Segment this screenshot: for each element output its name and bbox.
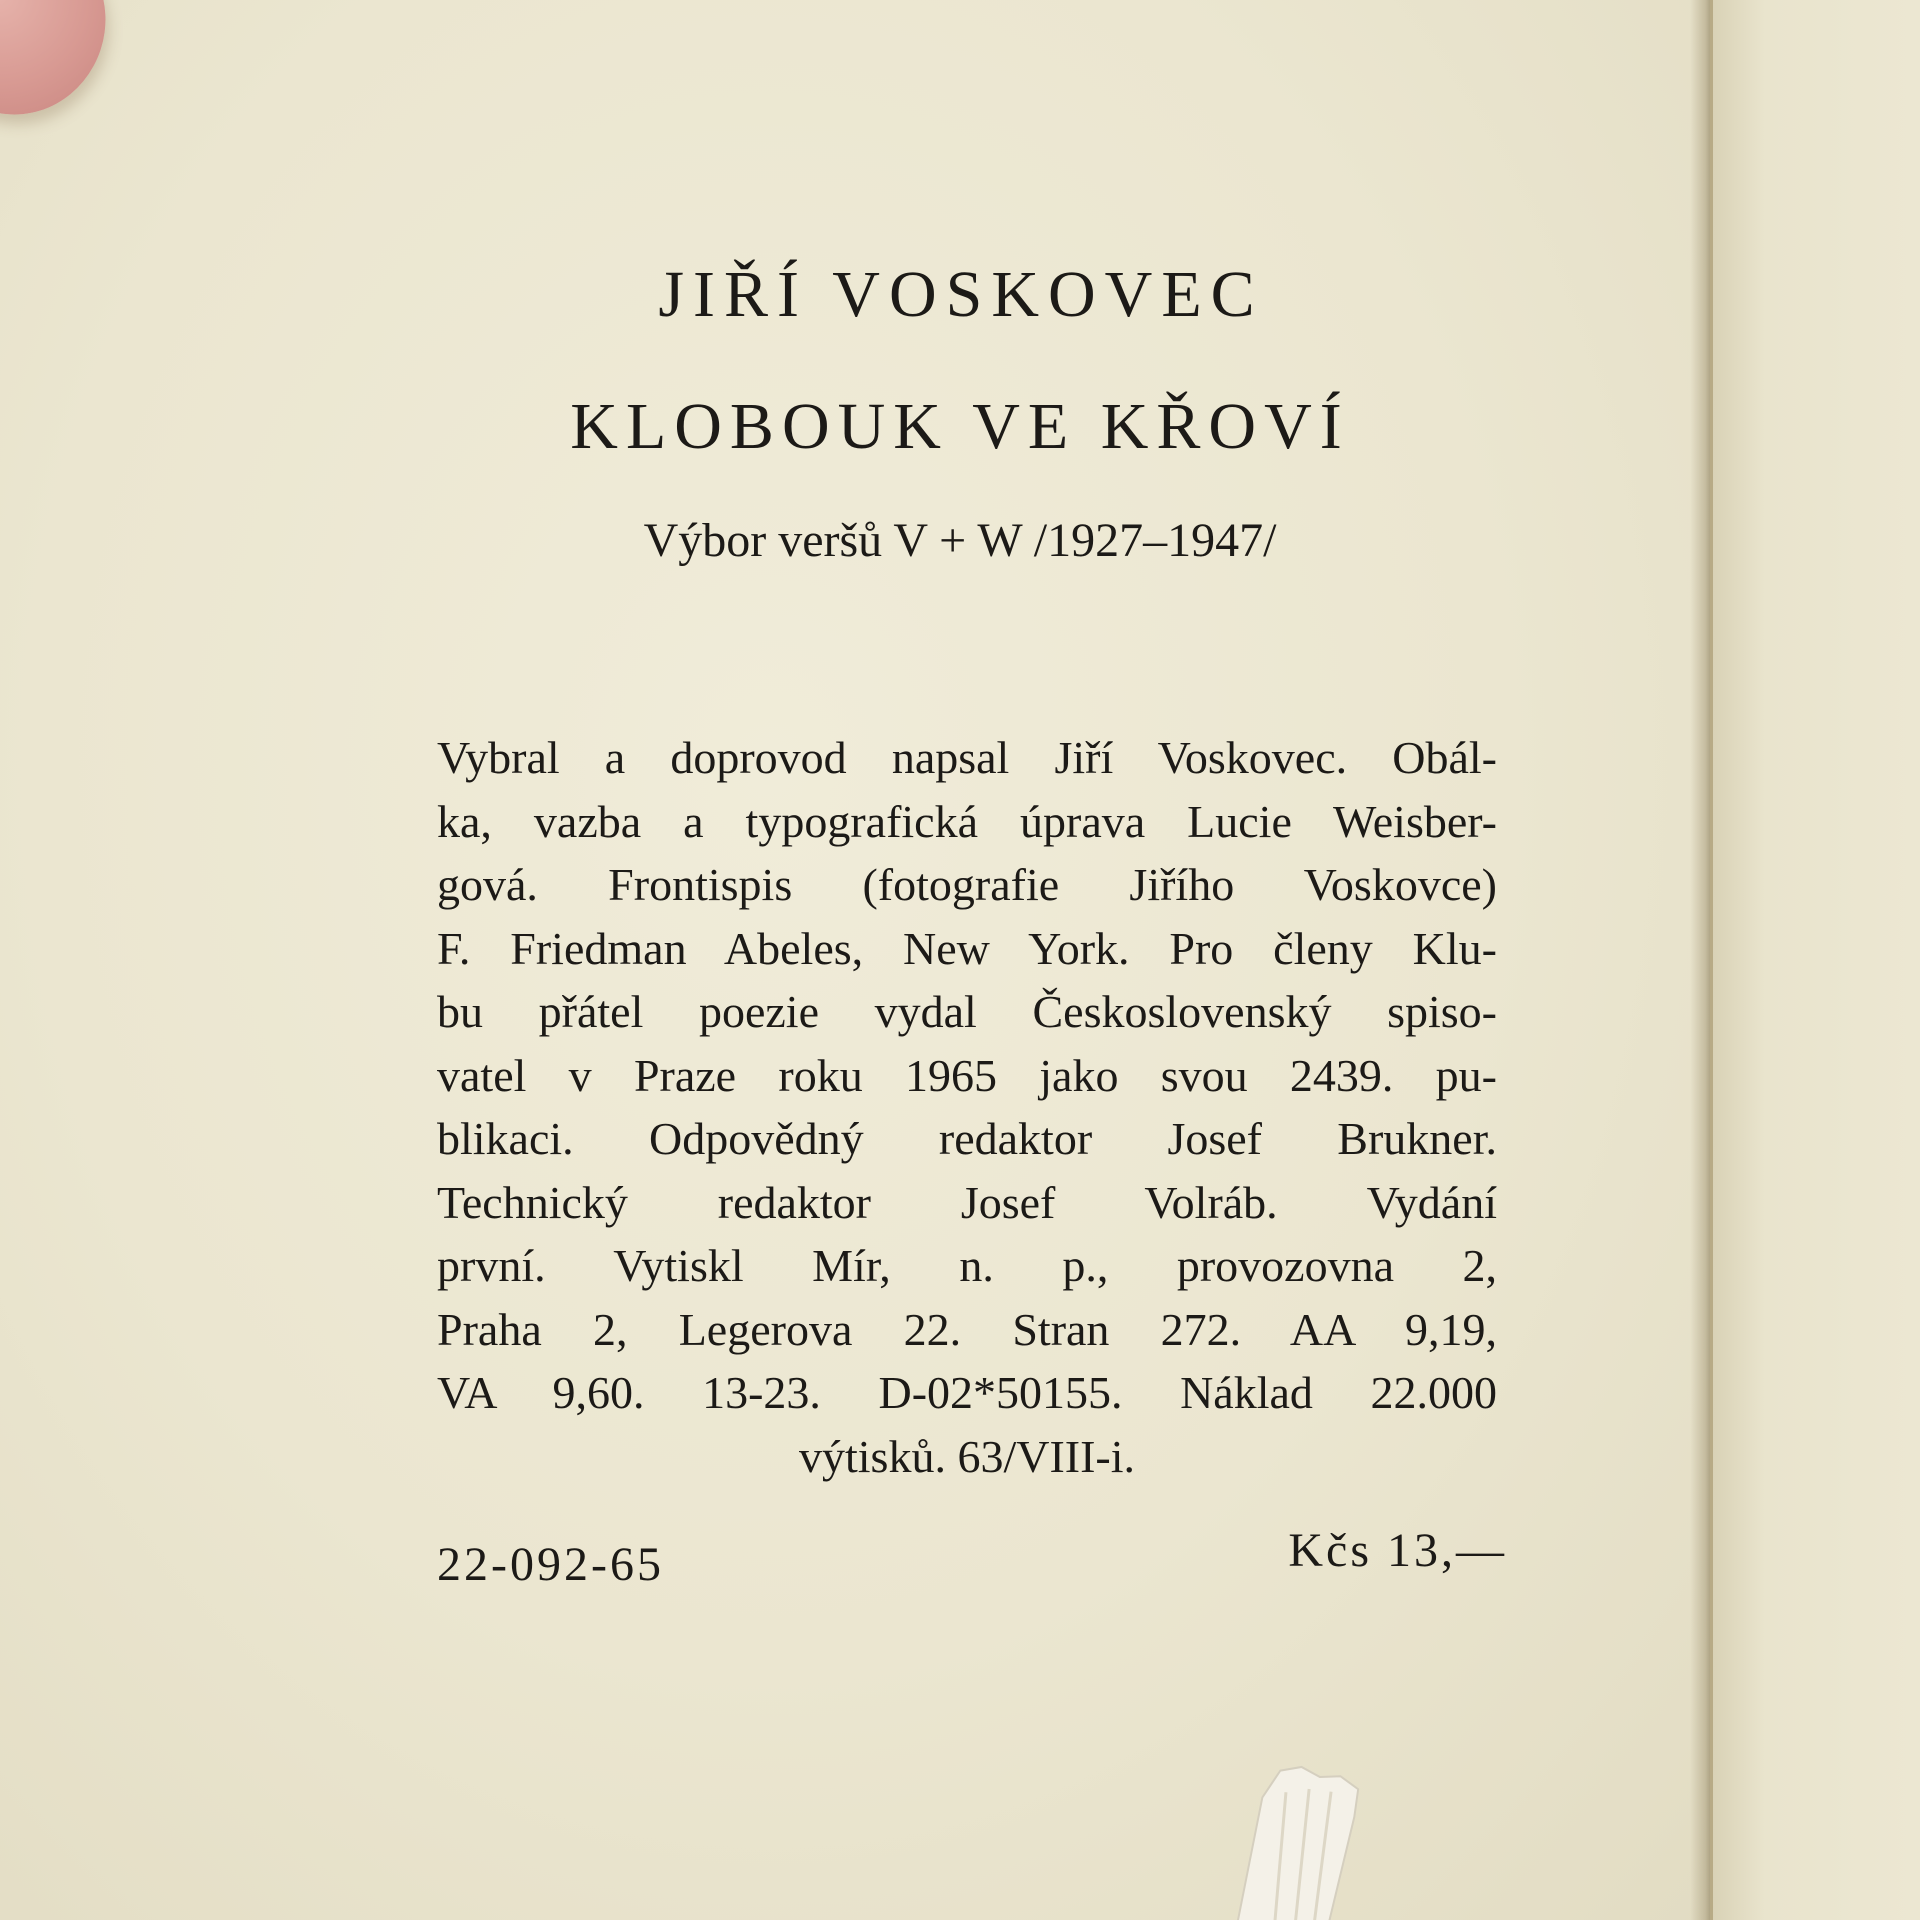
colophon-line: první. Vytiskl Mír, n. p., provozovna 2, [437, 1240, 1497, 1291]
colophon-line: vatel v Praze roku 1965 jako svou 2439. pu- [437, 1049, 1497, 1101]
adjacent-page [1713, 0, 1920, 1920]
colophon-line: výtisků. 63/VIII-i. [798, 1430, 1135, 1482]
colophon-line: VA 9,60. 13-23. D-02*50155. Náklad 22.000 [437, 1367, 1497, 1418]
colophon-line: F. Friedman Abeles, New York. Pro členy Klu- [437, 922, 1497, 974]
colophon [437, 726, 1497, 1488]
author-name: JIŘÍ VOSKOVEC [658, 258, 1264, 331]
colophon-line: gová. Frontispis (fotografie Jiřího Voskovce) [437, 859, 1497, 910]
book-title: KLOBOUK VE KŘOVÍ [570, 390, 1350, 463]
colophon-line: Praha 2, Legerova 22. Stran 272. AA 9,19, [437, 1303, 1497, 1355]
gutter-shadow [1690, 0, 1712, 1920]
colophon-line: Technický redaktor Josef Volráb. Vydání [437, 1176, 1497, 1228]
colophon-line: Vybral a doprovod napsal Jiří Voskovec. Obál- [437, 732, 1497, 783]
publication-code: 22-092-65 [437, 1538, 664, 1591]
colophon-line: ka, vazba a typografická úprava Lucie Weisber- [437, 795, 1497, 847]
colophon-line: blikaci. Odpovědný redaktor Josef Brukner. [437, 1113, 1497, 1164]
title-block [430, 255, 1490, 571]
page-footer [437, 1524, 1507, 1600]
book-subtitle: Výbor veršů V + W /1927–1947/ [643, 514, 1277, 567]
price-label: Kčs 13,— [1288, 1524, 1507, 1577]
colophon-line: bu přátel poezie vydal Československý spiso- [437, 986, 1497, 1037]
